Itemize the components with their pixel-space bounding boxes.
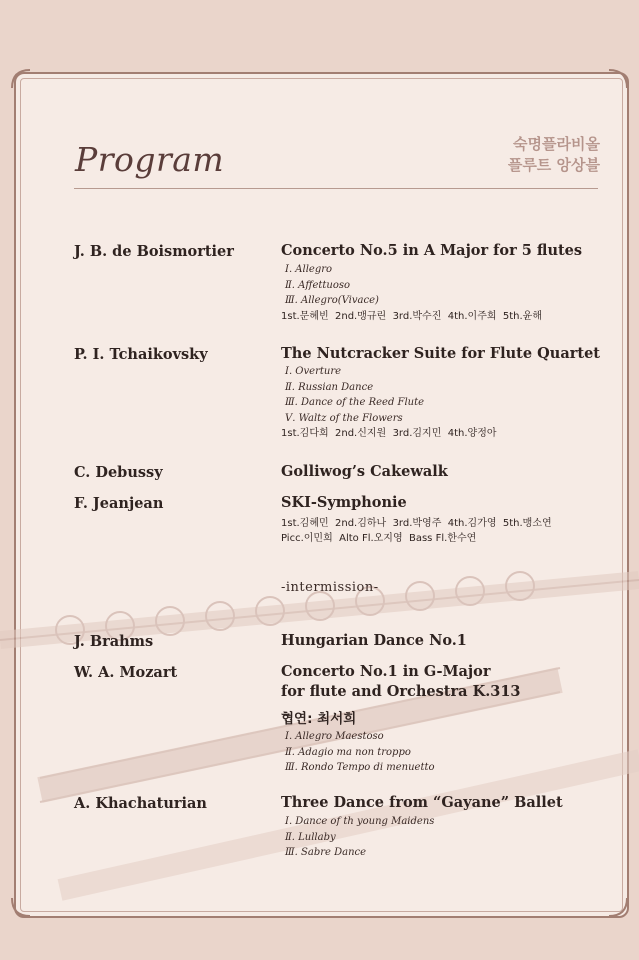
- players-line: 1st.김혜민 2nd.김하나 3rd.박영주 4th.김가영 5th.맹소연: [281, 518, 552, 529]
- work-title: The Nutcracker Suite for Flute Quartet: [281, 345, 600, 362]
- work-title: [281, 662, 521, 702]
- players-line: 1st.문혜빈 2nd.맹규린 3rd.박수진 4th.이주희 5th.윤해: [281, 311, 542, 322]
- composer-jeanjean: F. Jeanjean: [74, 495, 164, 512]
- movement: Ⅱ. Russian Dance: [285, 381, 374, 393]
- composer-khachaturian: A. Khachaturian: [74, 795, 207, 812]
- movement-list: [285, 814, 434, 861]
- ensemble-name: [508, 134, 600, 176]
- movement-list: [285, 729, 435, 776]
- ensemble-line-2: 플루트 앙상블: [507, 156, 600, 174]
- movement: Ⅰ. Allegro Maestoso: [285, 731, 384, 742]
- movement: Ⅲ. Rondo Tempo di menuetto: [285, 762, 435, 773]
- movement: Ⅲ. Dance of the Reed Flute: [285, 397, 425, 408]
- work-title: Concerto No.5 in A Major for 5 flutes: [281, 242, 583, 259]
- composer-debussy: C. Debussy: [74, 464, 163, 481]
- soloist-credit: 협연: 최서희: [281, 711, 357, 727]
- movement: Ⅱ. Adagio ma non troppo: [285, 746, 411, 758]
- composer-tchaikovsky: P. I. Tchaikovsky: [74, 346, 208, 363]
- movement-list: [285, 262, 379, 309]
- movement: Ⅴ. Waltz of the Flowers: [285, 412, 403, 424]
- movement: Ⅰ. Overture: [285, 366, 342, 377]
- work-title-line-2: for flute and Orchestra K.313: [281, 683, 521, 700]
- work-title: Golliwog’s Cakewalk: [281, 463, 448, 480]
- corner-ornament: [607, 68, 629, 90]
- movement: Ⅱ. Affettuoso: [285, 279, 351, 291]
- ensemble-line-1: 숙명플라비올: [513, 135, 600, 153]
- movement: Ⅰ. Allegro: [285, 264, 333, 275]
- players-line: Picc.이민희 Alto Fl.오지영 Bass Fl.한수연: [281, 533, 477, 544]
- work-title: Three Dance from “Gayane” Ballet: [281, 794, 563, 811]
- composer-mozart: W. A. Mozart: [74, 664, 178, 681]
- movement-list: [285, 364, 424, 426]
- work-title: SKI-Symphonie: [281, 494, 407, 511]
- players-line: 1st.김다희 2nd.신지원 3rd.김지민 4th.양정아: [281, 428, 497, 439]
- movement: Ⅱ. Lullaby: [285, 831, 336, 843]
- corner-ornament: [607, 896, 629, 918]
- corner-ornament: [10, 68, 32, 90]
- composer-brahms: J. Brahms: [74, 633, 154, 650]
- movement: Ⅰ. Dance of th young Maidens: [285, 816, 435, 827]
- corner-ornament: [10, 896, 32, 918]
- movement: Ⅲ. Allegro(Vivace): [285, 295, 379, 306]
- work-title-line-1: Concerto No.1 in G-Major: [281, 663, 491, 680]
- composer-boismortier: J. B. de Boismortier: [74, 243, 234, 260]
- movement: Ⅲ. Sabre Dance: [285, 847, 367, 858]
- page-title: Program: [75, 140, 225, 179]
- intermission-label: -intermission-: [281, 580, 379, 595]
- title-divider: [74, 188, 598, 189]
- work-title: Hungarian Dance No.1: [281, 632, 467, 649]
